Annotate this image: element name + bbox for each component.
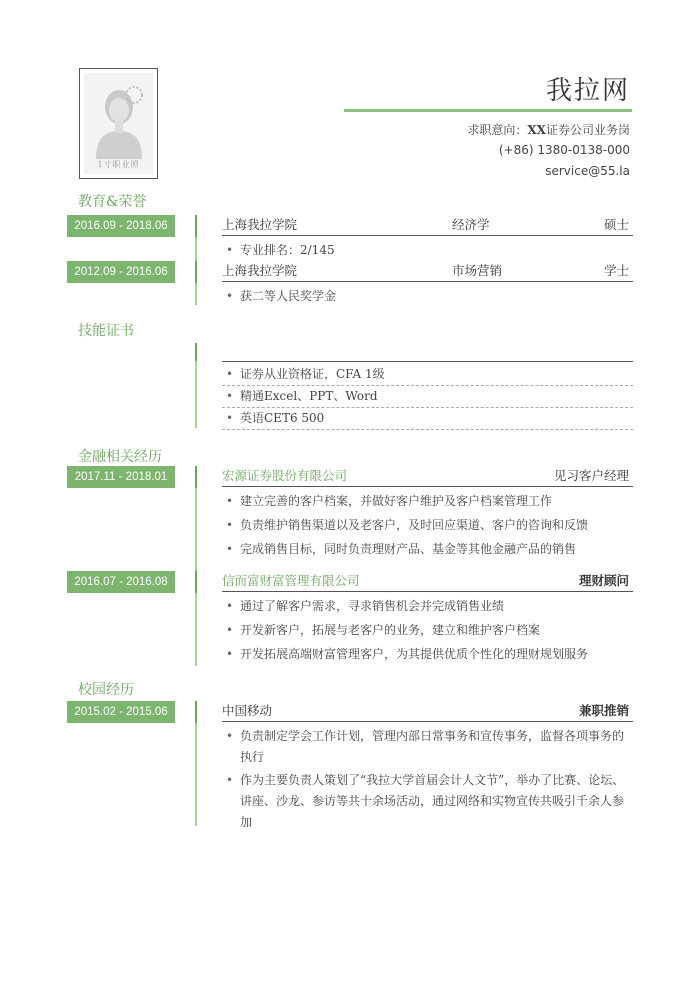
job-role: 见习客户经理	[553, 468, 629, 483]
list-item: • 开发拓展高端财富管理客户，为其提供优质个性化的理财规划服务	[222, 644, 633, 665]
skill-item: • 精通Excel、PPT、Word	[222, 386, 633, 408]
school-name: 上海我拉学院	[222, 263, 298, 278]
timeline-marker	[195, 466, 197, 488]
section-title-education: 教育&荣誉	[78, 194, 147, 210]
timeline-marker	[195, 701, 197, 723]
campus-row	[222, 700, 633, 722]
list-item: • 负责维护销售渠道以及老客户，及时回应渠道、客户的咨询和反馈	[222, 515, 633, 536]
timeline-marker	[195, 571, 197, 593]
date-badge: 2015.02 - 2015.06	[67, 701, 175, 723]
list-item: • 通过了解客户需求，寻求销售机会并完成销售业绩	[222, 596, 633, 617]
name-underline	[344, 109, 632, 112]
major: 市场营销	[452, 263, 503, 278]
list-item: • 作为主要负责人策划了“我拉大学首届会计人文节”，举办了比赛、论坛、讲座、沙龙、参访等共十余场活动，通过网络和实物宣传共吸引千余人参加	[222, 770, 633, 833]
timeline-marker	[195, 215, 197, 237]
experience-row	[222, 570, 633, 592]
list-item: • 建立完善的客户档案，并做好客户维护及客户档案管理工作	[222, 491, 633, 512]
list-item: • 专业排名：2/145	[222, 240, 633, 261]
education-row	[222, 260, 633, 282]
phone-number: (+86) 1380-0138-000	[498, 143, 630, 157]
date-badge: 2017.11 - 2018.01	[67, 466, 175, 488]
list-item: • 负责制定学会工作计划，管理内部日常事务和宣传事务，监督各项事务的执行	[222, 726, 633, 768]
degree: 学士	[603, 263, 629, 278]
timeline-marker	[195, 343, 197, 361]
job-intent	[467, 121, 630, 138]
person-silhouette-icon	[90, 81, 148, 159]
section-title-skills: 技能证书	[78, 323, 134, 339]
profile-photo	[79, 68, 158, 179]
section-divider	[222, 361, 633, 362]
major: 经济学	[452, 217, 490, 232]
list-item: • 获二等人民奖学金	[222, 286, 633, 307]
list-item: • 开发新客户，拓展与老客户的业务，建立和维护客户档案	[222, 620, 633, 641]
timeline-line	[195, 466, 197, 666]
date-badge: 2016.09 - 2018.06	[67, 215, 175, 237]
photo-caption: 1寸职业照	[97, 160, 140, 169]
job-intent-company: XX	[527, 123, 546, 137]
candidate-name: 我拉网	[545, 76, 630, 106]
company-name: 宏源证券股份有限公司	[222, 468, 348, 483]
section-title-campus: 校园经历	[78, 682, 134, 698]
timeline-marker	[195, 261, 197, 283]
job-intent-label: 求职意向：	[467, 123, 528, 137]
skill-item: • 证券从业资格证，CFA 1级	[222, 364, 633, 386]
list-item: • 完成销售目标，同时负责理财产品、基金等其他金融产品的销售	[222, 539, 633, 560]
job-intent-role: 证券公司业务岗	[545, 123, 630, 137]
photo-placeholder	[84, 73, 153, 174]
company-name: 信而富财富管理有限公司	[222, 573, 360, 588]
degree: 硕士	[603, 217, 629, 232]
date-badge: 2016.07 - 2016.08	[67, 571, 175, 593]
date-badge: 2012.09 - 2016.06	[67, 261, 175, 283]
organization-name: 中国移动	[222, 703, 273, 718]
education-row	[222, 214, 633, 236]
experience-row	[222, 465, 633, 487]
email-address: service@55.la	[545, 164, 630, 178]
skill-item: • 英语CET6 500	[222, 408, 633, 430]
school-name: 上海我拉学院	[222, 217, 298, 232]
job-role: 兼职推销	[578, 703, 629, 718]
section-title-finance: 金融相关经历	[78, 449, 162, 465]
job-role: 理财顾问	[578, 573, 629, 588]
